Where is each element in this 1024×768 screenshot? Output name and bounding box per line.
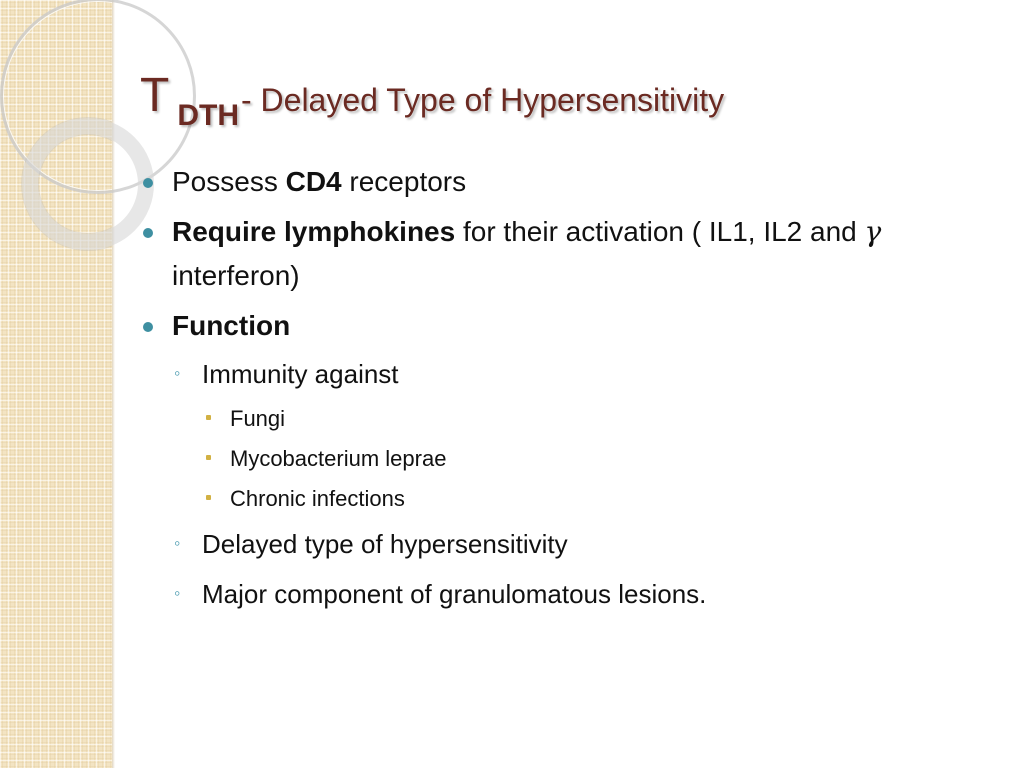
- sub-bullet-text: Delayed type of hypersensitivity: [202, 529, 568, 559]
- sub-bullet-immunity: [140, 354, 990, 394]
- filled-circle-icon: [143, 178, 153, 188]
- sub-sub-bullet-text: Mycobacterium leprae: [230, 446, 447, 471]
- title-main-letter: T: [140, 69, 170, 122]
- sub-sub-bullet-mycobacterium: [140, 444, 990, 474]
- sub-sub-bullet-text: Chronic infections: [230, 486, 405, 511]
- filled-circle-icon: [143, 228, 153, 238]
- bullet-item-cd4: [140, 160, 990, 204]
- bullet-text-pre: Possess: [172, 166, 286, 197]
- bullet-text-post2: interferon): [172, 260, 300, 291]
- sub-sub-bullet-text: Fungi: [230, 406, 286, 431]
- bullet-text-post: for their activation ( IL1, IL2 and: [455, 216, 865, 247]
- sub-sub-bullet-fungi: [140, 404, 990, 434]
- bullet-list: [140, 160, 990, 624]
- title-rest: - Delayed Type of Hypersensitivity: [240, 82, 725, 118]
- bullet-item-lymphokines: [140, 210, 990, 298]
- strip-edge-shadow: [112, 0, 115, 768]
- left-decorative-strip: [0, 0, 112, 768]
- bullet-text-bold: CD4: [285, 166, 342, 197]
- sub-bullet-delayed: [140, 524, 990, 564]
- filled-circle-icon: [143, 322, 153, 332]
- bullet-text-bold: Function: [172, 310, 291, 341]
- hollow-circle-icon: ◦: [174, 533, 181, 553]
- gamma-symbol: γ: [864, 215, 882, 248]
- small-square-icon: [206, 495, 211, 500]
- hollow-circle-icon: ◦: [174, 583, 181, 603]
- title-subscript: DTH: [177, 99, 239, 132]
- slide-title: [140, 68, 725, 132]
- bullet-text-post: receptors: [341, 166, 467, 197]
- bullet-item-function: [140, 304, 990, 348]
- sub-bullet-text: Major component of granulomatous lesions.: [202, 579, 707, 609]
- bullet-text-bold: Require lymphokines: [172, 216, 456, 247]
- sub-bullet-granulomatous: [140, 574, 990, 614]
- hollow-circle-icon: ◦: [174, 363, 181, 383]
- small-square-icon: [206, 415, 211, 420]
- sub-sub-bullet-chronic: [140, 484, 990, 514]
- small-square-icon: [206, 455, 211, 460]
- sub-bullet-text: Immunity against: [202, 359, 399, 389]
